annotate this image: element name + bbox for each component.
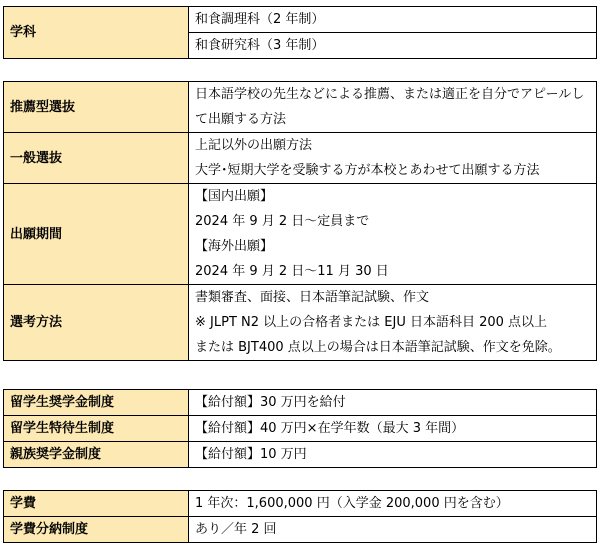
text-line: 【海外出願】 (195, 239, 274, 254)
text-line: 上記以外の出願方法 (195, 138, 313, 153)
text-line: 日本語学校の先生などによる推薦、または適正を自分でアピールし (195, 87, 585, 102)
table-row (4, 416, 597, 442)
admissions-table (3, 81, 597, 361)
admission-label-recommendation: 推薦型選抜 (4, 82, 189, 133)
admission-label-general: 一般選抜 (4, 133, 189, 184)
department-table (3, 6, 597, 59)
scholarship-label: 留学生特待生制度 (4, 416, 189, 442)
scholarship-value: 【給付額】40 万円×在学年数（最大 3 年間） (189, 416, 597, 442)
table-row (4, 491, 597, 517)
text-line: 大学･短期大学を受験する方が本校とあわせて出願する方法 (195, 163, 540, 178)
text-line: て出願する方法 (195, 112, 287, 127)
text-line: ※ JLPT N2 以上の合格者または EJU 日本語科目 200 点以上 (195, 315, 548, 330)
admission-label-period: 出願期間 (4, 184, 189, 285)
table-row (4, 133, 597, 184)
table-row (4, 82, 597, 133)
fee-label: 学費 (4, 491, 189, 517)
table-row (4, 390, 597, 416)
table-row (4, 7, 597, 33)
department-label: 学科 (4, 7, 189, 59)
text-line: 書類審査、面接、日本語筆記試験、作文 (195, 290, 430, 305)
scholarship-label: 留学生奨学金制度 (4, 390, 189, 416)
admission-label-selection: 選考方法 (4, 285, 189, 361)
table-row (4, 285, 597, 361)
admission-value-general (189, 133, 597, 184)
text-line: 2024 年 9 月 2 日～11 月 30 日 (195, 264, 389, 279)
text-line: または BJT400 点以上の場合は日本語筆記試験、作文を免除。 (195, 340, 561, 355)
scholarships-table (3, 389, 597, 468)
admission-value-selection (189, 285, 597, 361)
admission-value-recommendation (189, 82, 597, 133)
table-row (4, 184, 597, 285)
fee-value: 1 年次：1,600,000 円（入学金 200,000 円を含む） (189, 491, 597, 517)
text-line: 2024 年 9 月 2 日～定員まで (195, 214, 370, 229)
table-row (4, 517, 597, 543)
department-value: 和食調理科（2 年制） (189, 7, 597, 33)
department-value: 和食研究科（3 年制） (189, 33, 597, 59)
text-line: 【国内出願】 (195, 189, 274, 204)
fee-label: 学費分納制度 (4, 517, 189, 543)
fees-table (3, 490, 597, 543)
scholarship-label: 親族奨学金制度 (4, 442, 189, 468)
fee-value: あり／年 2 回 (189, 517, 597, 543)
table-row (4, 442, 597, 468)
scholarship-value: 【給付額】10 万円 (189, 442, 597, 468)
admission-value-period (189, 184, 597, 285)
scholarship-value: 【給付額】30 万円を給付 (189, 390, 597, 416)
